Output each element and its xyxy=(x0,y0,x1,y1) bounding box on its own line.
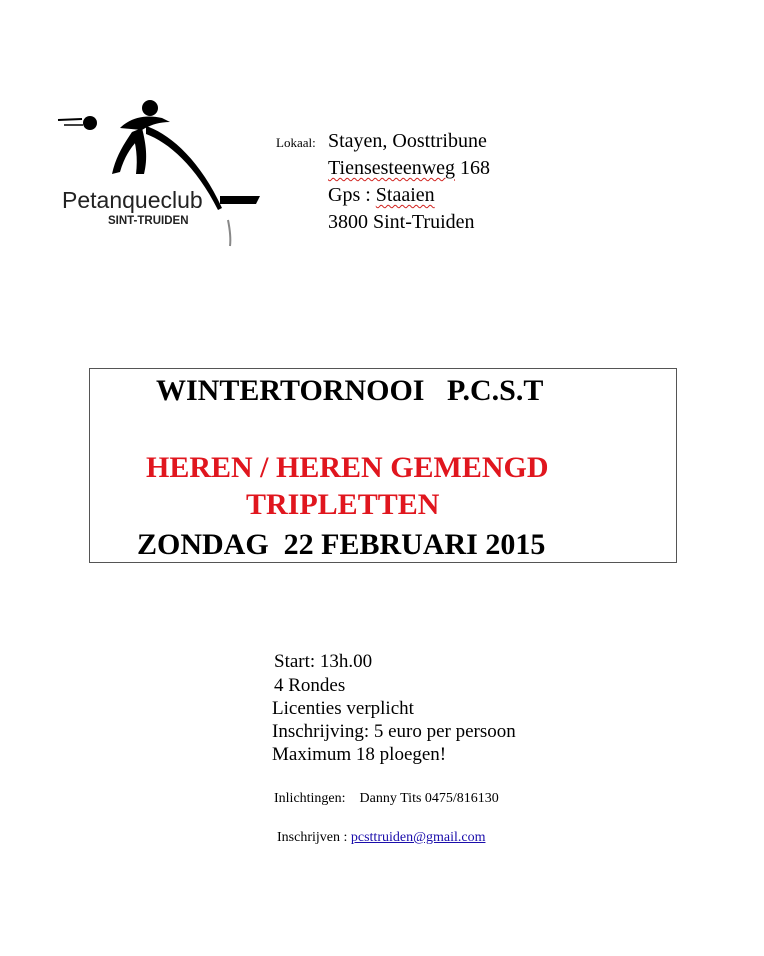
detail-licenses: Licenties verplicht xyxy=(272,698,414,719)
contact-label: Inlichtingen: xyxy=(274,791,346,806)
detail-max-teams: Maximum 18 ploegen! xyxy=(272,744,447,765)
gps-label: Gps : xyxy=(328,184,371,206)
tournament-category: HEREN / HEREN GEMENGD xyxy=(146,451,549,484)
petanque-ball-icon xyxy=(58,116,97,130)
contact-value: Danny Tits 0475/816130 xyxy=(359,791,499,806)
street-name: Tiensesteenweg xyxy=(328,157,456,179)
petanqueclub-logo xyxy=(50,100,270,250)
tournament-date: ZONDAG 22 FEBRUARI 2015 xyxy=(137,528,546,561)
location-line-1: Stayen, Oosttribune xyxy=(328,130,487,152)
street-number: 168 xyxy=(460,157,491,179)
logo-subtitle: SINT-TRUIDEN xyxy=(108,215,189,227)
detail-rounds: 4 Rondes xyxy=(274,675,346,696)
tournament-title: WINTERTORNOOI P.C.S.T xyxy=(156,374,544,407)
tournament-format: TRIPLETTEN xyxy=(246,488,440,521)
location-gps xyxy=(328,185,435,205)
contact-line xyxy=(274,792,499,806)
logo-name: Petanqueclub xyxy=(62,187,203,213)
signup-label: Inschrijven : xyxy=(277,830,348,845)
location-city: 3800 Sint-Truiden xyxy=(328,211,475,233)
detail-start: Start: 13h.00 xyxy=(274,651,373,672)
gps-value: Staaien xyxy=(375,184,435,206)
location-street xyxy=(328,158,490,178)
location-label: Lokaal: xyxy=(276,135,316,150)
signup-line xyxy=(277,831,485,845)
detail-fee: Inschrijving: 5 euro per persoon xyxy=(272,721,516,742)
signup-email-link[interactable]: pcsttruiden@gmail.com xyxy=(350,830,486,845)
